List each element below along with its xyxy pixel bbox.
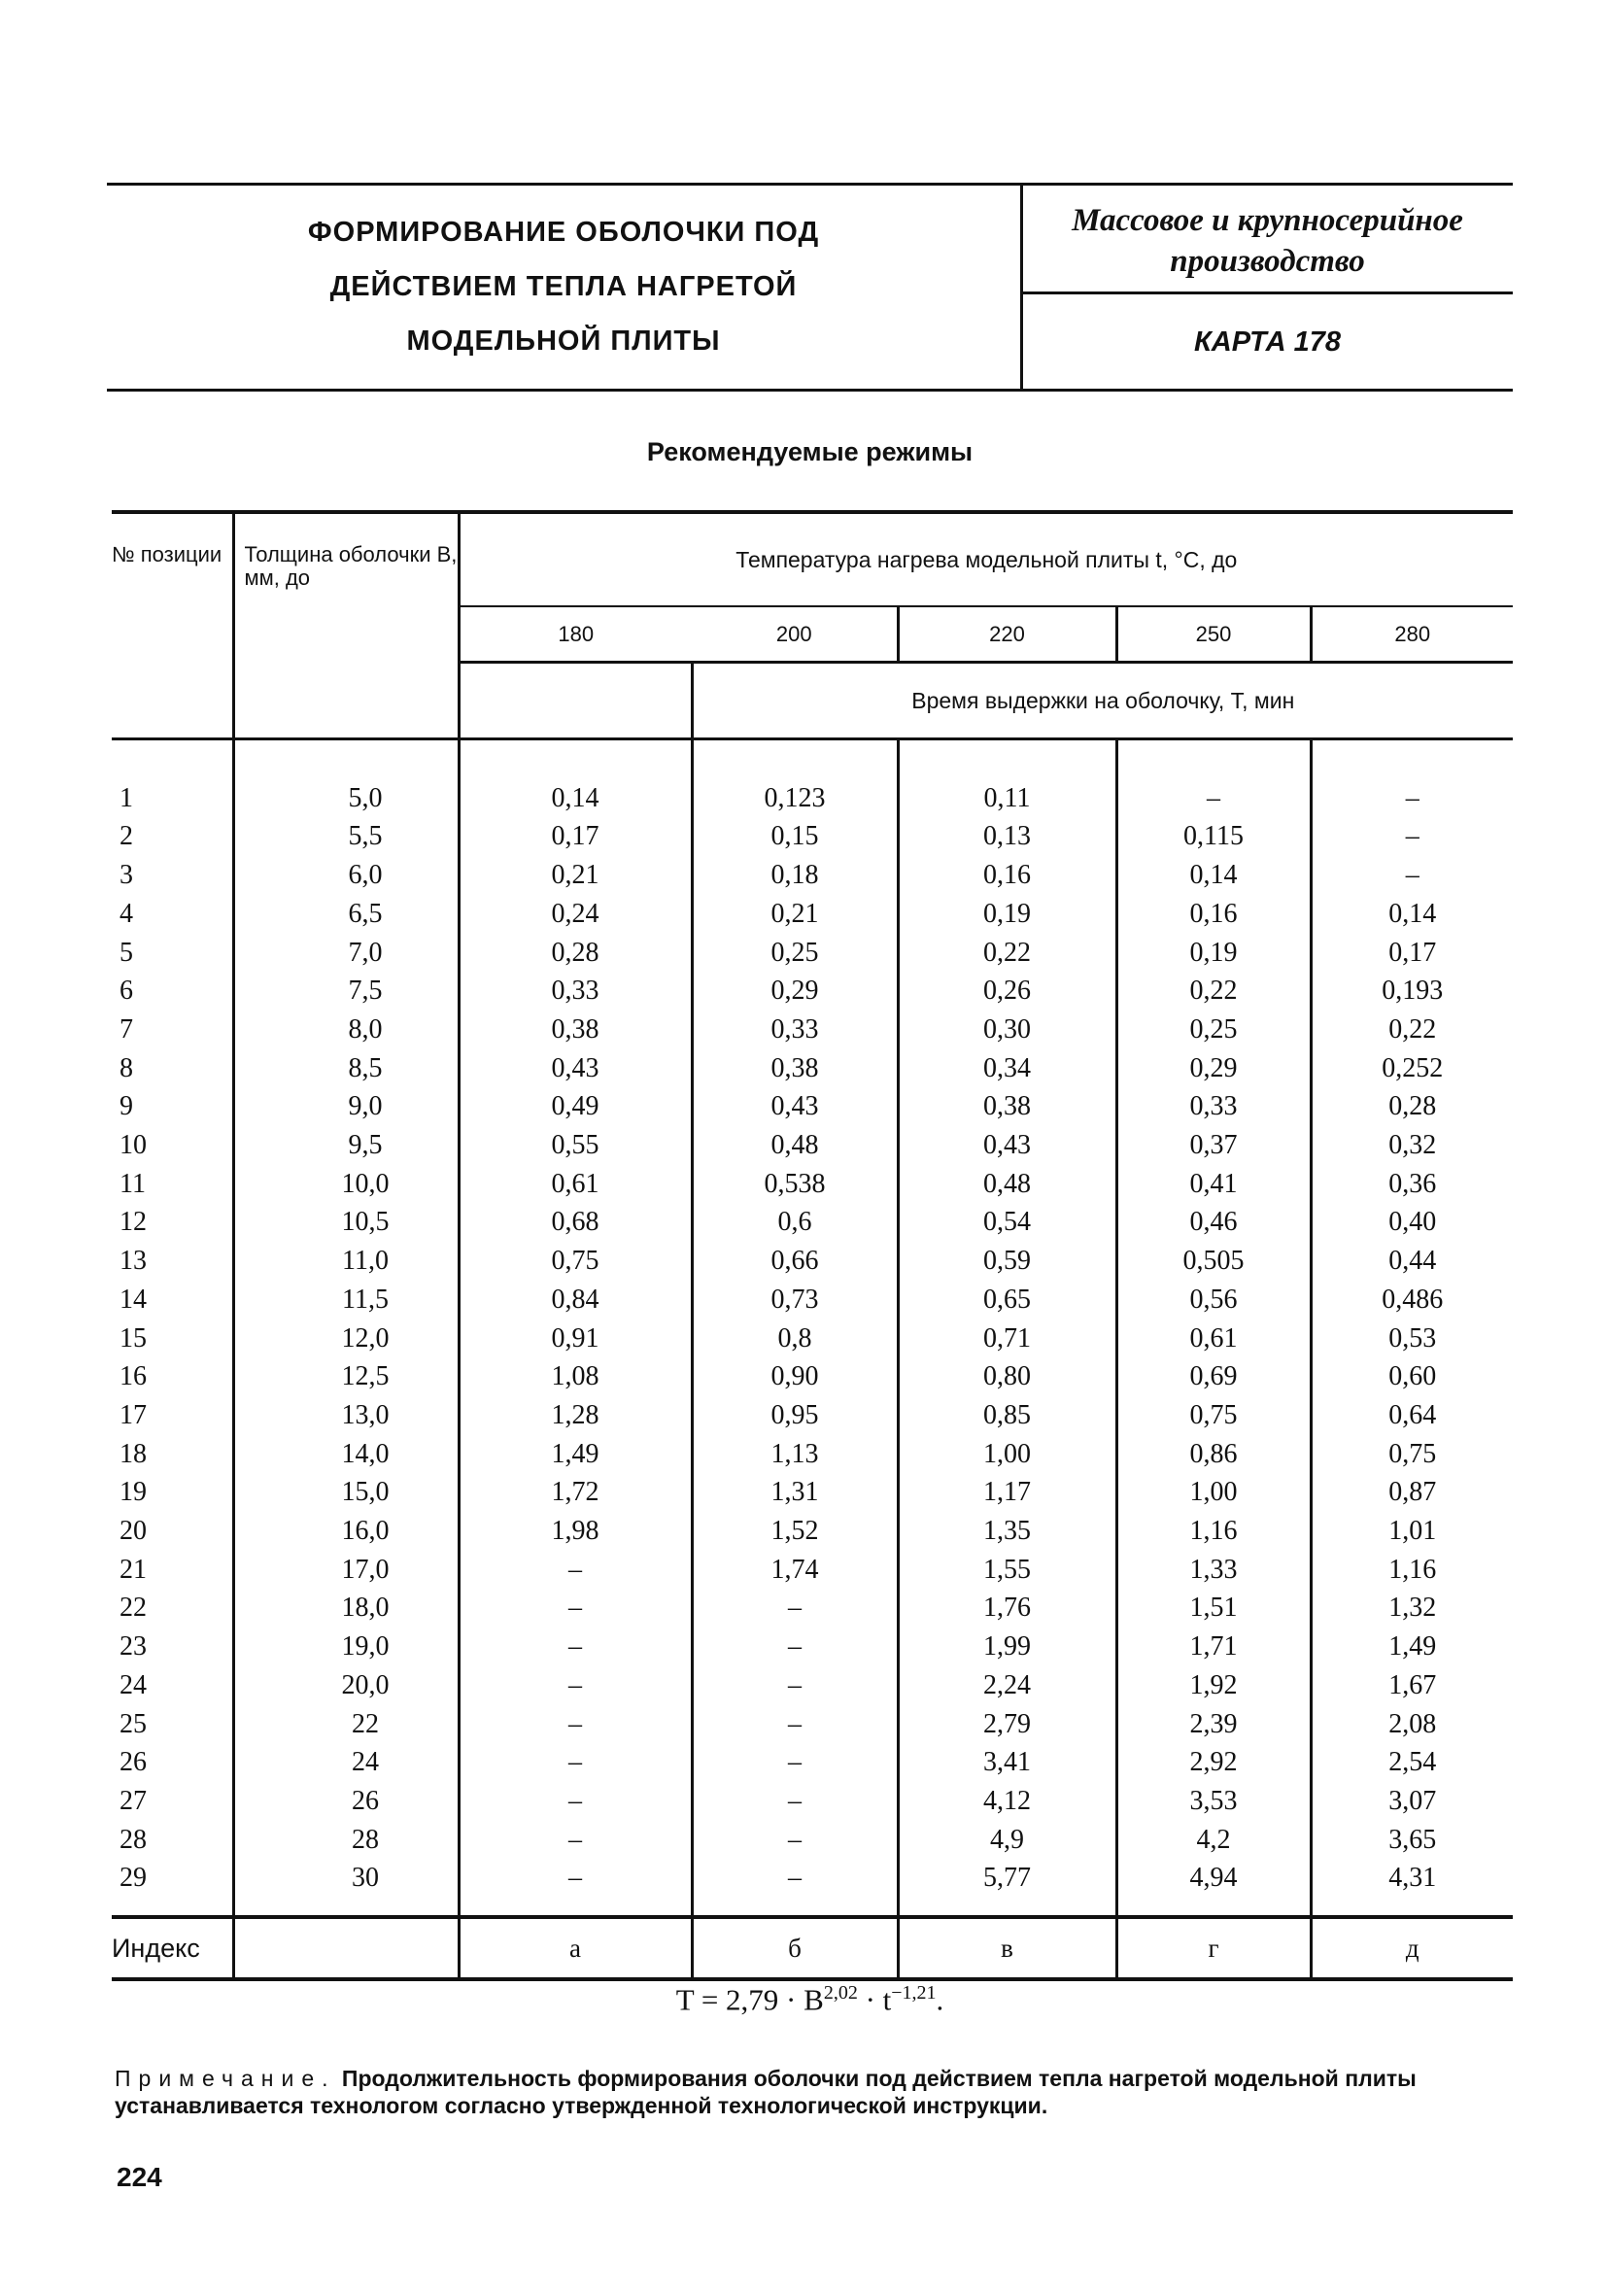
row-time-280: 1,49 — [1311, 1628, 1513, 1666]
table-row — [112, 1049, 1513, 1088]
row-time-180: 0,38 — [459, 1011, 692, 1049]
table-row — [112, 1396, 1513, 1435]
row-thickness: 15,0 — [233, 1473, 459, 1512]
table-row — [112, 1666, 1513, 1705]
row-thickness: 12,5 — [233, 1357, 459, 1396]
table-row — [112, 1705, 1513, 1744]
row-thickness: 17,0 — [233, 1551, 459, 1590]
row-time-180: 0,61 — [459, 1165, 692, 1204]
row-position: 2 — [120, 821, 133, 852]
row-time-200: 0,38 — [692, 1049, 898, 1088]
temp-280: 280 — [1311, 606, 1513, 663]
row-time-250: 1,71 — [1116, 1628, 1311, 1666]
formula — [107, 1982, 1513, 2017]
row-time-250: 4,2 — [1116, 1821, 1311, 1860]
row-time-280: 2,54 — [1311, 1743, 1513, 1782]
row-time-180: 0,84 — [459, 1281, 692, 1319]
row-time-180: 0,17 — [459, 817, 692, 856]
row-time-280: 0,44 — [1311, 1242, 1513, 1281]
row-thickness: 9,5 — [233, 1126, 459, 1165]
row-time-250: – — [1116, 779, 1311, 818]
row-thickness: 11,5 — [233, 1281, 459, 1319]
row-position: 7 — [120, 1013, 133, 1045]
formula-lhs: T = 2,79 · B — [675, 1982, 824, 2017]
row-time-200: – — [692, 1782, 898, 1821]
row-time-200: 0,48 — [692, 1126, 898, 1165]
row-time-180: 0,49 — [459, 1087, 692, 1126]
table-row — [112, 1281, 1513, 1319]
row-time-220: 2,79 — [898, 1705, 1116, 1744]
row-position: 22 — [120, 1593, 147, 1624]
row-time-200: – — [692, 1589, 898, 1628]
row-time-180: – — [459, 1782, 692, 1821]
row-time-220: 1,35 — [898, 1512, 1116, 1551]
row-thickness: 14,0 — [233, 1435, 459, 1474]
row-time-200: 0,90 — [692, 1357, 898, 1396]
row-time-220: 0,19 — [898, 895, 1116, 934]
row-time-280: 0,486 — [1311, 1281, 1513, 1319]
row-thickness: 13,0 — [233, 1396, 459, 1435]
index-section — [112, 1898, 1513, 1979]
row-time-280: 0,252 — [1311, 1049, 1513, 1088]
row-position: 15 — [120, 1322, 147, 1354]
row-position: 28 — [120, 1824, 147, 1855]
row-position: 3 — [120, 860, 133, 891]
row-position: 13 — [120, 1246, 147, 1277]
row-time-200: 0,66 — [692, 1242, 898, 1281]
row-time-250: 0,86 — [1116, 1435, 1311, 1474]
table-row — [112, 1319, 1513, 1358]
row-position: 17 — [120, 1399, 147, 1430]
row-time-180: 0,91 — [459, 1319, 692, 1358]
row-time-180: 0,21 — [459, 856, 692, 895]
row-time-220: 0,34 — [898, 1049, 1116, 1088]
row-time-250: 0,25 — [1116, 1011, 1311, 1049]
row-thickness: 5,0 — [233, 779, 459, 818]
table-row — [112, 1782, 1513, 1821]
row-position: 29 — [120, 1863, 147, 1894]
header-right-divider — [1022, 291, 1513, 294]
row-time-200: – — [692, 1628, 898, 1666]
table-row — [112, 1512, 1513, 1551]
row-time-180: – — [459, 1821, 692, 1860]
row-time-280: 0,36 — [1311, 1165, 1513, 1204]
row-time-280: 0,28 — [1311, 1087, 1513, 1126]
row-thickness: 5,5 — [233, 817, 459, 856]
row-time-250: 1,33 — [1116, 1551, 1311, 1590]
row-time-220: 5,77 — [898, 1859, 1116, 1898]
row-time-250: 3,53 — [1116, 1782, 1311, 1821]
row-time-200: – — [692, 1666, 898, 1705]
row-position: 16 — [120, 1361, 147, 1392]
row-thickness: 10,0 — [233, 1165, 459, 1204]
row-time-220: 2,24 — [898, 1666, 1116, 1705]
row-time-280: 1,67 — [1311, 1666, 1513, 1705]
row-time-220: 0,26 — [898, 972, 1116, 1011]
title-line-3: МОДЕЛЬНОЙ ПЛИТЫ — [406, 326, 721, 357]
row-position: 20 — [120, 1516, 147, 1547]
table-row — [112, 1435, 1513, 1474]
row-thickness: 28 — [233, 1821, 459, 1860]
row-time-180: 0,14 — [459, 779, 692, 818]
row-position: 19 — [120, 1477, 147, 1508]
col-thickness-header: Толщина оболочки В, мм, до — [233, 512, 459, 739]
row-time-280: 0,32 — [1311, 1126, 1513, 1165]
table-row — [112, 817, 1513, 856]
row-position: 14 — [120, 1284, 147, 1315]
row-time-200: 0,15 — [692, 817, 898, 856]
row-time-250: 0,19 — [1116, 934, 1311, 973]
row-time-250: 2,39 — [1116, 1705, 1311, 1744]
table-row — [112, 1126, 1513, 1165]
row-time-220: 0,11 — [898, 779, 1116, 818]
row-time-200: 0,29 — [692, 972, 898, 1011]
row-time-280: 0,40 — [1311, 1203, 1513, 1242]
row-time-180: 1,08 — [459, 1357, 692, 1396]
row-time-280: 0,75 — [1311, 1435, 1513, 1474]
row-time-250: 1,92 — [1116, 1666, 1311, 1705]
row-time-200: 1,74 — [692, 1551, 898, 1590]
table-row — [112, 1473, 1513, 1512]
row-time-250: 1,51 — [1116, 1589, 1311, 1628]
formula-exp-t: −1,21 — [891, 1982, 937, 2004]
index-row — [112, 1917, 1513, 1979]
row-time-220: 0,65 — [898, 1281, 1116, 1319]
row-time-220: 0,13 — [898, 817, 1116, 856]
document-title — [107, 185, 1020, 389]
table-row — [112, 1628, 1513, 1666]
row-time-280: 4,31 — [1311, 1859, 1513, 1898]
row-time-220: 0,85 — [898, 1396, 1116, 1435]
temp-group-header: Температура нагрева модельной плиты t, °С, до — [459, 512, 1513, 606]
index-b: б — [692, 1917, 898, 1979]
table-subtitle: Рекомендуемые режимы — [646, 437, 974, 466]
row-position: 11 — [120, 1168, 146, 1199]
table-row — [112, 1589, 1513, 1628]
row-position: 25 — [120, 1708, 147, 1739]
row-position: 6 — [120, 976, 133, 1007]
table-row — [112, 1821, 1513, 1860]
row-time-250: 0,37 — [1116, 1126, 1311, 1165]
row-position: 9 — [120, 1091, 133, 1122]
row-time-200: 0,18 — [692, 856, 898, 895]
row-time-220: 1,99 — [898, 1628, 1116, 1666]
row-time-200: 0,21 — [692, 895, 898, 934]
row-thickness: 9,0 — [233, 1087, 459, 1126]
row-thickness: 6,5 — [233, 895, 459, 934]
row-time-280: 0,60 — [1311, 1357, 1513, 1396]
row-time-180: 0,28 — [459, 934, 692, 973]
production-type — [1022, 189, 1513, 291]
row-thickness: 8,5 — [233, 1049, 459, 1088]
row-position: 12 — [120, 1207, 147, 1238]
row-thickness: 7,5 — [233, 972, 459, 1011]
formula-mid: · t — [857, 1982, 892, 2017]
time-group-header: Время выдержки на оболочку, Т, мин — [692, 663, 1513, 739]
table-row — [112, 1551, 1513, 1590]
table-row — [112, 779, 1513, 818]
table-head — [112, 512, 1513, 739]
row-time-180: 0,43 — [459, 1049, 692, 1088]
modes-table — [112, 510, 1513, 1981]
note — [115, 2065, 1514, 2119]
row-time-280: 1,01 — [1311, 1512, 1513, 1551]
row-time-250: 0,69 — [1116, 1357, 1311, 1396]
row-time-180: – — [459, 1628, 692, 1666]
row-time-280: 3,65 — [1311, 1821, 1513, 1860]
row-time-200: 0,25 — [692, 934, 898, 973]
row-time-200: 1,31 — [692, 1473, 898, 1512]
row-time-250: 0,505 — [1116, 1242, 1311, 1281]
index-v: в — [898, 1917, 1116, 1979]
production-line-1: Массовое и крупносерийное — [1072, 202, 1463, 238]
row-time-280: – — [1311, 817, 1513, 856]
row-time-180: 0,75 — [459, 1242, 692, 1281]
table-row — [112, 1743, 1513, 1782]
row-time-250: 2,92 — [1116, 1743, 1311, 1782]
row-thickness: 7,0 — [233, 934, 459, 973]
row-time-280: 0,64 — [1311, 1396, 1513, 1435]
temp-180: 180 — [459, 606, 692, 663]
table-row — [112, 1087, 1513, 1126]
row-time-280: 1,32 — [1311, 1589, 1513, 1628]
table-row — [112, 1011, 1513, 1049]
table-row — [112, 1242, 1513, 1281]
row-time-280: 0,53 — [1311, 1319, 1513, 1358]
row-time-200: 0,73 — [692, 1281, 898, 1319]
row-position: 8 — [120, 1052, 133, 1083]
row-time-250: 0,56 — [1116, 1281, 1311, 1319]
temp-250: 250 — [1116, 606, 1311, 663]
row-time-250: 1,16 — [1116, 1512, 1311, 1551]
row-time-280: 2,08 — [1311, 1705, 1513, 1744]
temp-220: 220 — [898, 606, 1116, 663]
production-line-2: производство — [1170, 243, 1365, 279]
row-time-200: 0,33 — [692, 1011, 898, 1049]
row-time-200: 1,52 — [692, 1512, 898, 1551]
row-thickness: 19,0 — [233, 1628, 459, 1666]
note-label: Примечание. — [115, 2066, 336, 2091]
temp-200: 200 — [692, 606, 898, 663]
row-time-220: 1,76 — [898, 1589, 1116, 1628]
row-time-180: 0,24 — [459, 895, 692, 934]
row-position: 4 — [120, 898, 133, 929]
row-time-250: 0,29 — [1116, 1049, 1311, 1088]
row-position: 23 — [120, 1631, 147, 1662]
row-position: 10 — [120, 1130, 147, 1161]
row-time-180: 1,49 — [459, 1435, 692, 1474]
row-position: 5 — [120, 937, 133, 968]
row-time-280: 0,22 — [1311, 1011, 1513, 1049]
row-time-250: 0,41 — [1116, 1165, 1311, 1204]
row-time-250: 0,115 — [1116, 817, 1311, 856]
row-time-200: 0,538 — [692, 1165, 898, 1204]
row-time-250: 0,46 — [1116, 1203, 1311, 1242]
row-time-180: – — [459, 1743, 692, 1782]
row-time-250: 0,14 — [1116, 856, 1311, 895]
row-thickness: 24 — [233, 1743, 459, 1782]
row-time-280: 0,14 — [1311, 895, 1513, 934]
row-thickness: 20,0 — [233, 1666, 459, 1705]
header-bottom-rule — [107, 389, 1513, 392]
row-time-250: 1,00 — [1116, 1473, 1311, 1512]
row-time-220: 3,41 — [898, 1743, 1116, 1782]
row-thickness: 8,0 — [233, 1011, 459, 1049]
row-time-280: 0,17 — [1311, 934, 1513, 973]
row-time-180: – — [459, 1705, 692, 1744]
row-time-220: 0,71 — [898, 1319, 1116, 1358]
row-time-200: 0,8 — [692, 1319, 898, 1358]
title-line-1: ФОРМИРОВАНИЕ ОБОЛОЧКИ ПОД — [307, 217, 820, 248]
row-time-200: 1,13 — [692, 1435, 898, 1474]
row-time-250: 0,22 — [1116, 972, 1311, 1011]
row-thickness: 6,0 — [233, 856, 459, 895]
row-time-280: 0,87 — [1311, 1473, 1513, 1512]
row-time-220: 4,9 — [898, 1821, 1116, 1860]
row-time-250: 0,75 — [1116, 1396, 1311, 1435]
row-time-220: 1,00 — [898, 1435, 1116, 1474]
formula-exp-b: 2,02 — [823, 1982, 858, 2004]
row-position: 27 — [120, 1785, 147, 1816]
row-time-180: – — [459, 1551, 692, 1590]
row-time-180: – — [459, 1666, 692, 1705]
row-time-180: 0,55 — [459, 1126, 692, 1165]
row-time-280: – — [1311, 779, 1513, 818]
row-thickness: 22 — [233, 1705, 459, 1744]
index-label: Индекс — [112, 1917, 233, 1979]
row-time-200: 0,123 — [692, 779, 898, 818]
row-time-180: – — [459, 1589, 692, 1628]
row-time-280: 1,16 — [1311, 1551, 1513, 1590]
row-position: 18 — [120, 1438, 147, 1469]
row-time-220: 0,59 — [898, 1242, 1116, 1281]
row-time-220: 0,80 — [898, 1357, 1116, 1396]
row-thickness: 16,0 — [233, 1512, 459, 1551]
row-time-220: 0,48 — [898, 1165, 1116, 1204]
row-time-200: – — [692, 1743, 898, 1782]
row-thickness: 18,0 — [233, 1589, 459, 1628]
table-body — [112, 739, 1513, 1899]
row-time-180: – — [459, 1859, 692, 1898]
row-time-220: 0,30 — [898, 1011, 1116, 1049]
row-time-280: – — [1311, 856, 1513, 895]
table-row — [112, 1357, 1513, 1396]
table-row — [112, 1165, 1513, 1204]
row-time-250: 0,61 — [1116, 1319, 1311, 1358]
row-time-220: 0,54 — [898, 1203, 1116, 1242]
card-number: КАРТА 178 — [1193, 326, 1341, 358]
col-position-header: № позиции — [112, 512, 233, 739]
table-row — [112, 972, 1513, 1011]
row-thickness: 11,0 — [233, 1242, 459, 1281]
row-position: 1 — [120, 782, 133, 813]
table-row — [112, 895, 1513, 934]
row-time-280: 0,193 — [1311, 972, 1513, 1011]
page-number: 224 — [117, 2162, 162, 2192]
row-thickness: 26 — [233, 1782, 459, 1821]
row-time-200: – — [692, 1859, 898, 1898]
row-time-180: 1,28 — [459, 1396, 692, 1435]
row-thickness: 12,0 — [233, 1319, 459, 1358]
row-time-220: 1,17 — [898, 1473, 1116, 1512]
row-position: 24 — [120, 1669, 147, 1700]
table-row — [112, 1203, 1513, 1242]
row-time-180: 1,98 — [459, 1512, 692, 1551]
time-header-blank — [459, 663, 692, 739]
row-time-250: 0,33 — [1116, 1087, 1311, 1126]
table-row — [112, 1859, 1513, 1898]
row-position: 26 — [120, 1747, 147, 1778]
index-g: г — [1116, 1917, 1311, 1979]
index-d: д — [1311, 1917, 1513, 1979]
row-time-220: 0,38 — [898, 1087, 1116, 1126]
index-blank — [233, 1917, 459, 1979]
row-time-180: 0,33 — [459, 972, 692, 1011]
row-thickness: 10,5 — [233, 1203, 459, 1242]
row-time-220: 0,16 — [898, 856, 1116, 895]
row-time-180: 0,68 — [459, 1203, 692, 1242]
title-line-2: ДЕЙСТВИЕМ ТЕПЛА НАГРЕТОЙ — [329, 271, 798, 302]
row-time-220: 1,55 — [898, 1551, 1116, 1590]
note-text: Продолжительность формирования оболочки под действием тепла нагретой модельной плиты устанавливается технологом согласно утвержденной технологической инструкции. — [115, 2066, 1417, 2118]
row-time-220: 4,12 — [898, 1782, 1116, 1821]
row-time-200: – — [692, 1705, 898, 1744]
row-time-220: 0,43 — [898, 1126, 1116, 1165]
formula-end: . — [936, 1982, 944, 2017]
row-time-180: 1,72 — [459, 1473, 692, 1512]
row-time-200: 0,95 — [692, 1396, 898, 1435]
index-a: а — [459, 1917, 692, 1979]
row-time-200: 0,43 — [692, 1087, 898, 1126]
row-time-220: 0,22 — [898, 934, 1116, 973]
row-time-280: 3,07 — [1311, 1782, 1513, 1821]
table-row — [112, 856, 1513, 895]
row-thickness: 30 — [233, 1859, 459, 1898]
row-time-200: – — [692, 1821, 898, 1860]
row-time-200: 0,6 — [692, 1203, 898, 1242]
table-row — [112, 934, 1513, 973]
row-position: 21 — [120, 1554, 147, 1585]
row-time-250: 4,94 — [1116, 1859, 1311, 1898]
row-time-250: 0,16 — [1116, 895, 1311, 934]
